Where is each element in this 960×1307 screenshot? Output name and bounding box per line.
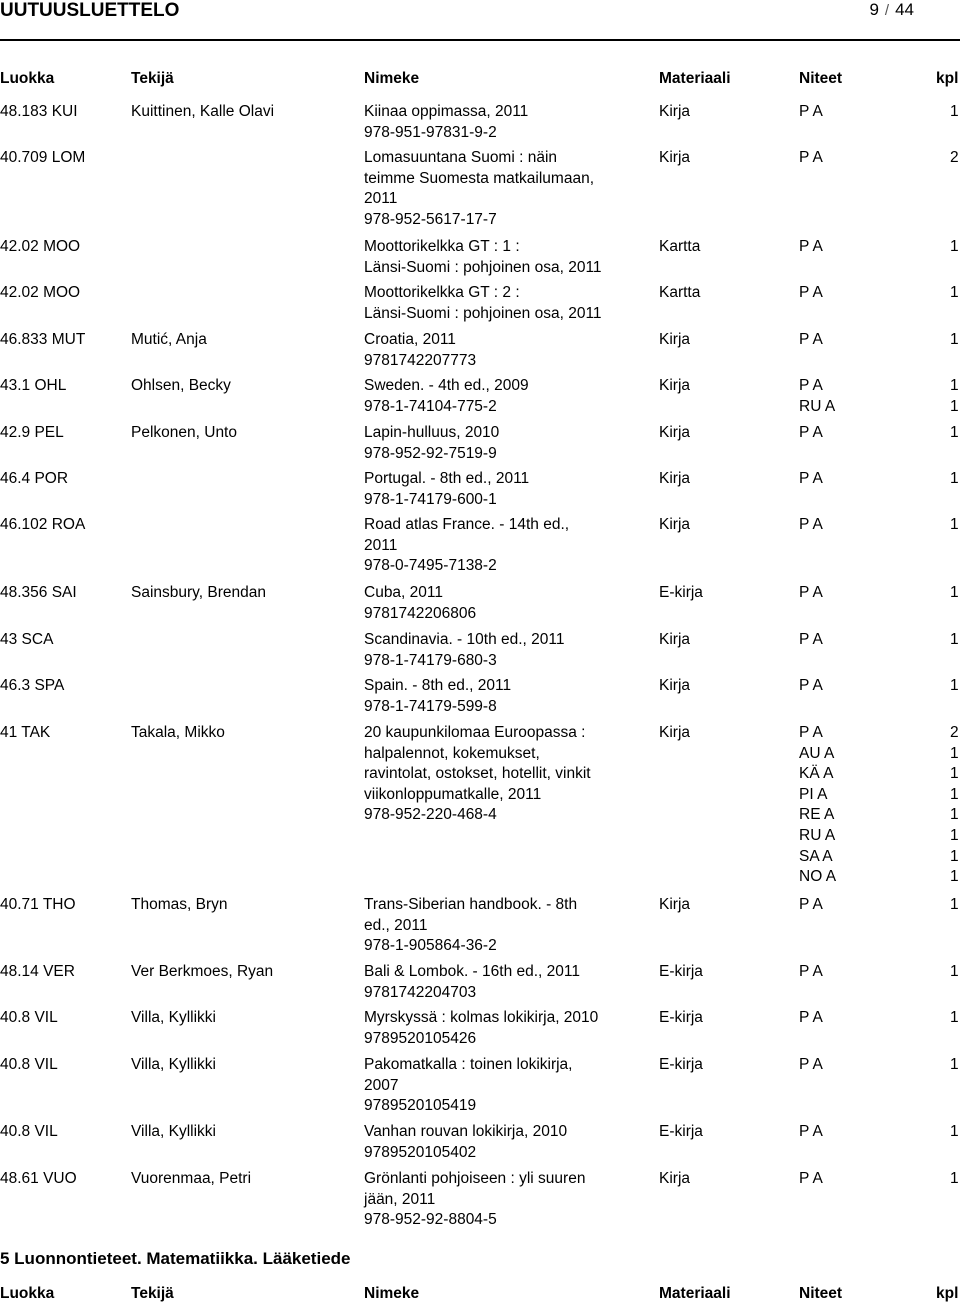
entry-author: Pelkonen, Unto xyxy=(131,424,237,441)
entry-holdings xyxy=(799,515,959,536)
holding-location: P A xyxy=(799,377,823,394)
entry-title-line: 2011 xyxy=(364,536,398,554)
entry-holdings xyxy=(799,583,959,604)
entry-class: 40.8 VIL xyxy=(0,1123,58,1140)
entry-title-line: 978-952-92-7519-9 xyxy=(364,444,497,462)
column-nimeke: Nimeke xyxy=(364,70,420,87)
entry-title-line: 978-1-74179-680-3 xyxy=(364,651,497,669)
entry-material: Kirja xyxy=(659,516,691,533)
entry-holdings xyxy=(799,630,959,651)
entry-title-line: jään, 2011 xyxy=(364,1190,436,1208)
holding-row xyxy=(799,1122,959,1143)
entry-title xyxy=(364,1055,629,1117)
entry-author: Ver Berkmoes, Ryan xyxy=(131,963,274,980)
column-nimeke: Nimeke xyxy=(364,1285,420,1302)
entry-title-line: Kiinaa oppimassa, 2011 xyxy=(364,103,529,120)
entry-title-line: viikonloppumatkalle, 2011 xyxy=(364,785,542,803)
entry-title-line: 2011 xyxy=(364,190,398,208)
holding-count: 1 xyxy=(950,785,959,803)
entry-title xyxy=(364,376,629,417)
entry-title xyxy=(364,102,629,143)
entry-author: Takala, Mikko xyxy=(131,724,225,741)
holding-row xyxy=(799,102,959,123)
entry-holdings xyxy=(799,469,959,490)
holding-location: SA A xyxy=(799,847,833,865)
entry-title xyxy=(364,469,629,510)
entry-material: Kirja xyxy=(659,677,691,694)
holding-location: P A xyxy=(799,724,823,741)
entry-title-line: 978-952-92-8804-5 xyxy=(364,1211,497,1229)
holding-count: 1 xyxy=(950,397,959,415)
holding-row xyxy=(799,283,959,304)
entry-title-line: 978-1-74179-600-1 xyxy=(364,490,497,508)
entry-title-line: Scandinavia. - 10th ed., 2011 xyxy=(364,631,565,648)
holding-row xyxy=(799,376,959,397)
entry-title-line: Spain. - 8th ed., 2011 xyxy=(364,677,512,694)
entry-material: Kirja xyxy=(659,724,691,741)
holding-count: 1 xyxy=(950,284,959,301)
entry-title-line: 9789520105419 xyxy=(364,1097,477,1115)
holding-location: P A xyxy=(799,470,823,487)
holding-count: 1 xyxy=(950,1056,959,1073)
entry-title-line: 20 kaupunkilomaa Euroopassa : xyxy=(364,724,586,741)
entry-title-line: Vanhan rouvan lokikirja, 2010 xyxy=(364,1123,568,1140)
entry-author: Ohlsen, Becky xyxy=(131,377,231,394)
entry-holdings xyxy=(799,962,959,983)
entry-holdings xyxy=(799,376,959,417)
entry-holdings xyxy=(799,283,959,304)
column-kpl: kpl xyxy=(936,70,959,87)
entry-material: Kartta xyxy=(659,284,701,301)
holding-location: P A xyxy=(799,896,823,913)
holding-location: P A xyxy=(799,103,823,120)
holding-row xyxy=(799,148,959,169)
column-luokka: Luokka xyxy=(0,1285,55,1302)
entry-title-line: Lomasuuntana Suomi : näin xyxy=(364,149,558,166)
entry-material: E-kirja xyxy=(659,1056,703,1073)
entry-title xyxy=(364,895,629,957)
holding-row xyxy=(799,962,959,983)
entry-class: 48.61 VUO xyxy=(0,1170,77,1187)
entry-author: Thomas, Bryn xyxy=(131,896,228,913)
page-total: 44 xyxy=(895,0,914,19)
entry-title-line: 978-1-74104-775-2 xyxy=(364,397,497,415)
entry-holdings xyxy=(799,1122,959,1143)
entry-material: Kirja xyxy=(659,896,691,913)
entry-holdings xyxy=(799,423,959,444)
holding-count: 1 xyxy=(950,744,959,762)
entry-title xyxy=(364,237,629,278)
entry-holdings xyxy=(799,148,959,169)
column-header-repeat xyxy=(0,1285,960,1307)
entry-author: Villa, Kyllikki xyxy=(131,1009,216,1026)
entry-class: 43 SCA xyxy=(0,631,54,648)
entry-title-line: Myrskyssä : kolmas lokikirja, 2010 xyxy=(364,1009,599,1026)
column-materiaali: Materiaali xyxy=(659,1285,731,1302)
entry-title-line: Sweden. - 4th ed., 2009 xyxy=(364,377,529,394)
holding-location: RU A xyxy=(799,826,836,844)
holding-count: 2 xyxy=(950,149,959,166)
entry-title-line: 9781742206806 xyxy=(364,604,477,622)
entry-title-line: 2007 xyxy=(364,1076,399,1094)
entry-material: Kirja xyxy=(659,103,691,120)
entry-title xyxy=(364,962,629,1003)
column-kpl: kpl xyxy=(936,1285,959,1302)
holding-row xyxy=(799,1169,959,1190)
entry-material: Kirja xyxy=(659,377,691,394)
entry-holdings xyxy=(799,895,959,916)
entry-title xyxy=(364,1122,629,1163)
entry-material: Kartta xyxy=(659,238,701,255)
entry-class: 40.71 THO xyxy=(0,896,76,913)
column-niteet: Niteet xyxy=(799,1285,843,1302)
column-materiaali: Materiaali xyxy=(659,70,731,87)
holding-row xyxy=(799,764,959,785)
page-indicator xyxy=(869,0,914,20)
entry-material: E-kirja xyxy=(659,1123,703,1140)
holding-count: 1 xyxy=(950,377,959,394)
entry-title-line: 978-0-7495-7138-2 xyxy=(364,557,497,575)
entry-title-line: Portugal. - 8th ed., 2011 xyxy=(364,470,530,487)
entry-title xyxy=(364,630,629,671)
holding-location: P A xyxy=(799,1170,823,1187)
holding-location: P A xyxy=(799,963,823,980)
holding-count: 1 xyxy=(950,806,959,824)
header-rule xyxy=(0,39,960,41)
holding-count: 2 xyxy=(950,724,959,741)
entry-material: Kirja xyxy=(659,149,691,166)
holding-location: NO A xyxy=(799,868,837,886)
holding-row xyxy=(799,744,959,765)
holding-count: 1 xyxy=(950,868,959,886)
entry-holdings xyxy=(799,1008,959,1029)
holding-row xyxy=(799,1055,959,1076)
holding-count: 1 xyxy=(950,896,959,913)
holding-row xyxy=(799,397,959,418)
holding-count: 1 xyxy=(950,826,959,844)
column-tekija: Tekijä xyxy=(131,70,174,87)
entry-holdings xyxy=(799,1055,959,1076)
holding-location: AU A xyxy=(799,744,835,762)
entry-author: Sainsbury, Brendan xyxy=(131,584,266,601)
section-heading: 5 Luonnontieteet. Matematiikka. Lääketiede xyxy=(0,1249,351,1268)
entry-title xyxy=(364,1008,629,1049)
entry-class: 40.8 VIL xyxy=(0,1009,58,1026)
holding-count: 1 xyxy=(950,1009,959,1026)
holding-count: 1 xyxy=(950,765,959,783)
entry-holdings xyxy=(799,330,959,351)
entry-title-line: 9781742204703 xyxy=(364,983,477,1001)
holding-row xyxy=(799,469,959,490)
entry-title xyxy=(364,283,629,324)
entry-material: Kirja xyxy=(659,1170,691,1187)
holding-location: P A xyxy=(799,584,823,601)
holding-location: RU A xyxy=(799,397,836,415)
entry-title-line: ed., 2011 xyxy=(364,916,428,934)
entry-title xyxy=(364,1169,629,1231)
holding-location: P A xyxy=(799,1009,823,1026)
holding-count: 1 xyxy=(950,331,959,348)
holding-row xyxy=(799,785,959,806)
entry-title-line: Croatia, 2011 xyxy=(364,331,456,348)
entry-title-line: 978-951-97831-9-2 xyxy=(364,123,497,141)
entry-material: Kirja xyxy=(659,631,691,648)
entry-class: 46.833 MUT xyxy=(0,331,86,348)
entry-class: 46.4 POR xyxy=(0,470,69,487)
entry-title-line: 978-952-5617-17-7 xyxy=(364,210,497,228)
holding-location: P A xyxy=(799,149,823,166)
holding-row xyxy=(799,723,959,744)
entry-title-line: Länsi-Suomi : pohjoinen osa, 2011 xyxy=(364,258,602,276)
entry-class: 46.102 ROA xyxy=(0,516,86,533)
holding-row xyxy=(799,867,959,888)
holding-row xyxy=(799,330,959,351)
entry-title xyxy=(364,583,629,624)
entry-author: Vuorenmaa, Petri xyxy=(131,1170,252,1187)
holding-row xyxy=(799,423,959,444)
holding-row xyxy=(799,630,959,651)
entry-title-line: 9789520105402 xyxy=(364,1143,477,1161)
entry-title-line: Moottorikelkka GT : 2 : xyxy=(364,284,520,301)
entry-material: E-kirja xyxy=(659,584,703,601)
entry-title xyxy=(364,723,629,826)
holding-count: 1 xyxy=(950,677,959,694)
entry-title xyxy=(364,148,629,230)
entry-author: Kuittinen, Kalle Olavi xyxy=(131,103,275,120)
holding-count: 1 xyxy=(950,238,959,255)
holding-row xyxy=(799,515,959,536)
entry-author: Mutić, Anja xyxy=(131,331,207,348)
entry-title xyxy=(364,515,629,577)
entry-material: Kirja xyxy=(659,424,691,441)
holding-location: P A xyxy=(799,1056,823,1073)
entry-title-line: halpalennot, kokemukset, xyxy=(364,744,540,762)
holding-location: KÄ A xyxy=(799,765,834,783)
holding-count: 1 xyxy=(950,516,959,533)
holding-row xyxy=(799,583,959,604)
entry-title-line: 9781742207773 xyxy=(364,351,477,369)
holding-count: 1 xyxy=(950,963,959,980)
entry-title-line: Lapin-hulluus, 2010 xyxy=(364,424,500,441)
entry-class: 48.356 SAI xyxy=(0,584,77,601)
entry-class: 42.02 MOO xyxy=(0,284,81,301)
entry-title-line: 978-1-74179-599-8 xyxy=(364,697,497,715)
holding-row xyxy=(799,826,959,847)
entry-title-line: 978-1-905864-36-2 xyxy=(364,937,497,955)
entry-class: 40.8 VIL xyxy=(0,1056,58,1073)
entry-title xyxy=(364,330,629,371)
column-header xyxy=(0,70,960,92)
entry-class: 40.709 LOM xyxy=(0,149,86,166)
entry-title-line: Grönlanti pohjoiseen : yli suuren xyxy=(364,1170,586,1187)
holding-location: P A xyxy=(799,516,823,533)
holding-count: 1 xyxy=(950,470,959,487)
entry-title-line: Road atlas France. - 14th ed., xyxy=(364,516,570,533)
entry-author: Villa, Kyllikki xyxy=(131,1123,216,1140)
page-number: 9 xyxy=(869,0,879,19)
holding-row xyxy=(799,237,959,258)
holding-count: 1 xyxy=(950,1170,959,1187)
holding-location: P A xyxy=(799,284,823,301)
entry-title-line: 978-952-220-468-4 xyxy=(364,806,497,824)
entry-title-line: Trans-Siberian handbook. - 8th xyxy=(364,896,578,913)
catalog-title: UUTUUSLUETTELO xyxy=(0,0,180,21)
holding-location: P A xyxy=(799,424,823,441)
entry-title-line: Pakomatkalla : toinen lokikirja, xyxy=(364,1056,573,1073)
entry-material: Kirja xyxy=(659,470,691,487)
entry-class: 43.1 OHL xyxy=(0,377,67,394)
entry-title-line: 9789520105426 xyxy=(364,1029,477,1047)
holding-location: P A xyxy=(799,238,823,255)
entry-holdings xyxy=(799,102,959,123)
holding-location: P A xyxy=(799,331,823,348)
holding-count: 1 xyxy=(950,1123,959,1140)
column-tekija: Tekijä xyxy=(131,1285,174,1302)
holding-count: 1 xyxy=(950,424,959,441)
holding-row xyxy=(799,847,959,868)
entry-holdings xyxy=(799,237,959,258)
entry-author: Villa, Kyllikki xyxy=(131,1056,216,1073)
entry-title-line: ravintolat, ostokset, hotellit, vinkit xyxy=(364,765,591,783)
entry-class: 48.183 KUI xyxy=(0,103,78,120)
entry-title-line: teimme Suomesta matkailumaan, xyxy=(364,169,595,187)
entry-class: 46.3 SPA xyxy=(0,677,65,694)
entry-class: 41 TAK xyxy=(0,724,51,741)
entry-class: 42.9 PEL xyxy=(0,424,64,441)
holding-count: 1 xyxy=(950,847,959,865)
entry-class: 42.02 MOO xyxy=(0,238,81,255)
column-luokka: Luokka xyxy=(0,70,55,87)
holding-location: P A xyxy=(799,677,823,694)
entry-holdings xyxy=(799,1169,959,1190)
entry-holdings xyxy=(799,676,959,697)
entry-material: E-kirja xyxy=(659,963,703,980)
entry-holdings xyxy=(799,723,959,888)
holding-count: 1 xyxy=(950,631,959,648)
holding-location: P A xyxy=(799,631,823,648)
holding-location: PI A xyxy=(799,785,828,803)
holding-count: 1 xyxy=(950,584,959,601)
entry-title-line: Länsi-Suomi : pohjoinen osa, 2011 xyxy=(364,304,602,322)
holding-count: 1 xyxy=(950,103,959,120)
entry-title xyxy=(364,676,629,717)
holding-row xyxy=(799,805,959,826)
entry-title-line: Moottorikelkka GT : 1 : xyxy=(364,238,520,255)
holding-row xyxy=(799,676,959,697)
entry-class: 48.14 VER xyxy=(0,963,75,980)
entry-material: E-kirja xyxy=(659,1009,703,1026)
page-separator: / xyxy=(884,2,890,19)
entry-title-line: Cuba, 2011 xyxy=(364,584,443,601)
entry-title xyxy=(364,423,629,464)
holding-row xyxy=(799,1008,959,1029)
entry-title-line: Bali & Lombok. - 16th ed., 2011 xyxy=(364,963,580,980)
holding-row xyxy=(799,895,959,916)
entry-material: Kirja xyxy=(659,331,691,348)
column-niteet: Niteet xyxy=(799,70,843,87)
holding-location: RE A xyxy=(799,806,835,824)
holding-location: P A xyxy=(799,1123,823,1140)
